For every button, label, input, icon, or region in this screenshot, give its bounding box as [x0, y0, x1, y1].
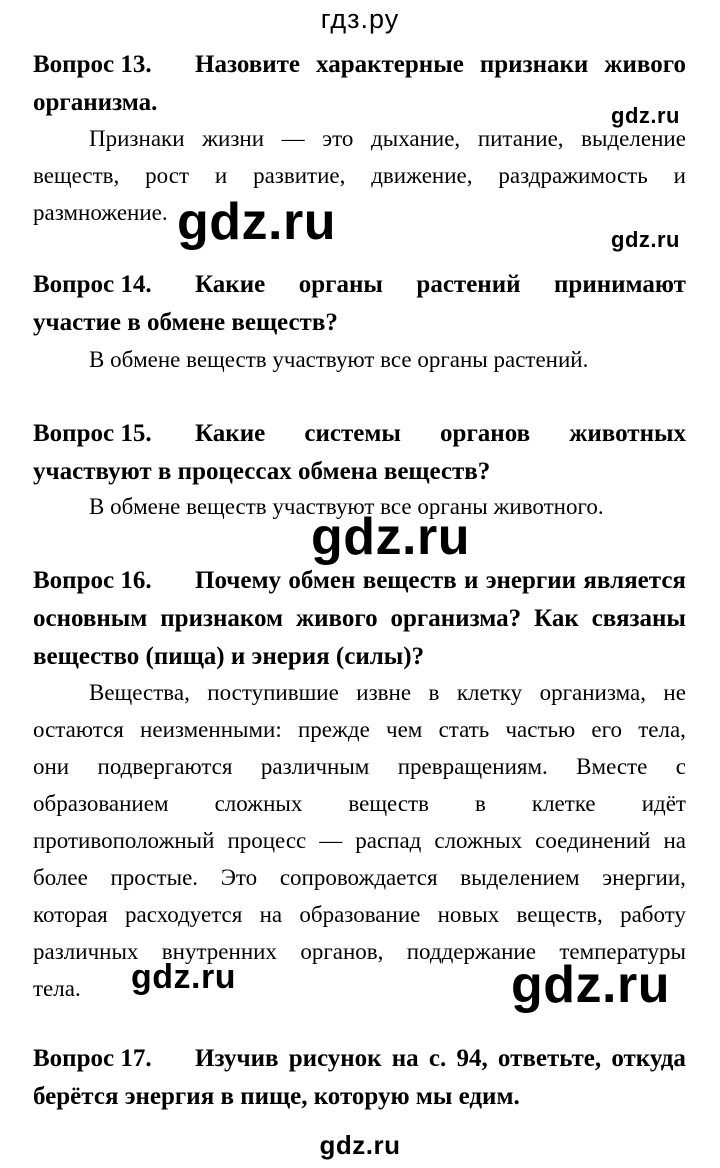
- answer-word: сопровождается: [279, 865, 438, 890]
- answer-line: [33, 822, 686, 859]
- question-word: органы: [298, 271, 383, 298]
- question-word: является: [583, 567, 686, 594]
- answer-word: Вещества,: [89, 680, 190, 705]
- answer-word: подвергаются: [97, 754, 233, 779]
- answer-word: движение,: [371, 163, 473, 188]
- question-word: Изучив: [195, 1045, 279, 1072]
- watermark-large: gdz.ru: [311, 508, 470, 566]
- question-15-line-1: [33, 415, 686, 453]
- question-word: Какие: [195, 420, 266, 447]
- question-14-line-2: [33, 304, 686, 342]
- question-word: принимают: [554, 271, 686, 298]
- question-word: ответьте,: [497, 1045, 602, 1072]
- question-word: энергии: [485, 567, 577, 594]
- answer-word: выделением: [460, 865, 580, 890]
- watermark-large: gdz.ru: [177, 193, 336, 251]
- answer-word: новых: [437, 902, 500, 927]
- question-13-text-end: организма.: [33, 89, 158, 116]
- question-16-line-2: [33, 600, 686, 638]
- question-14: [33, 266, 686, 342]
- question-word: признаком: [160, 605, 284, 632]
- question-word: обмен: [288, 567, 356, 594]
- question-text: [195, 1040, 686, 1078]
- question-13: [33, 46, 686, 122]
- question-word: 94,: [456, 1045, 488, 1072]
- answer-word: Вместе: [576, 754, 648, 779]
- question-word: веществ: [362, 567, 457, 594]
- answer-word: дыхание,: [371, 126, 461, 151]
- answer-line: [33, 674, 686, 711]
- answer-word: извне: [356, 680, 412, 705]
- answer-word: раздражимость: [498, 163, 648, 188]
- answer-line: [33, 748, 686, 785]
- question-word: животных: [569, 420, 686, 447]
- answer-word: размножение.: [33, 200, 168, 225]
- question-15-text-end: участвуют в процессах обмена веществ?: [33, 458, 491, 485]
- answer-word: это: [322, 126, 354, 151]
- question-label: Вопрос 17.: [33, 1045, 152, 1072]
- answer-line: [33, 194, 686, 231]
- answer-word: расходуется: [125, 902, 243, 927]
- answer-word: Это: [220, 865, 258, 890]
- answer-word: тела,: [638, 717, 686, 742]
- answer-word: тела.: [33, 976, 81, 1001]
- watermark-medium: gdz.ru: [131, 958, 236, 996]
- question-word: с.: [428, 1045, 447, 1072]
- question-word: живого: [295, 605, 378, 632]
- answer-word: и: [214, 163, 228, 188]
- answer-word: остаются: [33, 717, 124, 742]
- answer-word: рост: [145, 163, 190, 188]
- question-label: Вопрос 15.: [33, 420, 152, 447]
- answer-word: Признаки: [89, 126, 185, 151]
- question-word: Почему: [195, 567, 282, 594]
- question-word: основным: [33, 605, 148, 632]
- answer-word: поступившие: [207, 680, 339, 705]
- answer-word: которая: [33, 902, 108, 927]
- answer-line: [33, 157, 686, 194]
- question-16-line-1: [33, 562, 686, 600]
- question-15: [33, 415, 686, 491]
- answer-word: частью: [505, 717, 576, 742]
- answer-word: органов,: [300, 939, 384, 964]
- question-16: [33, 562, 686, 676]
- answer-word: —: [319, 828, 343, 853]
- question-word: характерные: [316, 51, 464, 78]
- question-word: рисунок: [288, 1045, 382, 1072]
- answer-word: внутренних: [161, 939, 277, 964]
- answer-word: стать: [438, 717, 490, 742]
- answer-14: [33, 341, 686, 378]
- question-word: Как: [534, 605, 579, 632]
- question-word: откуда: [611, 1045, 686, 1072]
- answer-word: с: [675, 754, 686, 779]
- question-17-line-2: [33, 1078, 686, 1116]
- answer-word: работу: [620, 902, 686, 927]
- answer-word: веществ,: [33, 163, 120, 188]
- question-17: [33, 1040, 686, 1116]
- question-16-text-end: вещество (пища) и энерия (силы)?: [33, 643, 425, 670]
- answer-word: прежде: [297, 717, 370, 742]
- answer-word: В обмене веществ участвуют все органы растений.: [89, 347, 589, 372]
- answer-word: они: [33, 754, 70, 779]
- question-word: связаны: [591, 605, 686, 632]
- question-word: растений: [416, 271, 521, 298]
- answer-word: веществ,: [516, 902, 603, 927]
- answer-word: развитие,: [253, 163, 346, 188]
- page-header: гдз.ру: [320, 4, 400, 34]
- answer-word: веществ: [348, 791, 429, 816]
- question-text: [195, 46, 686, 84]
- question-16-line-3: [33, 638, 686, 676]
- answer-line: [33, 341, 686, 378]
- question-word: и: [463, 567, 479, 594]
- question-15-line-2: [33, 453, 686, 491]
- answer-word: в: [474, 791, 486, 816]
- answer-word: В обмене веществ участвуют все органы животного.: [89, 494, 604, 519]
- answer-word: различным: [260, 754, 370, 779]
- answer-word: процесс: [227, 828, 307, 853]
- answer-word: в: [428, 680, 440, 705]
- question-text: [195, 562, 686, 600]
- watermark-large: gdz.ru: [511, 956, 670, 1014]
- answer-word: сложных: [214, 791, 303, 816]
- question-word: системы: [304, 420, 401, 447]
- answer-word: поддержание: [406, 939, 536, 964]
- answer-word: неизменными:: [140, 717, 282, 742]
- answer-word: более: [33, 865, 88, 890]
- answer-word: и: [673, 163, 686, 188]
- answer-word: жизни: [202, 126, 265, 151]
- question-word: на: [391, 1045, 419, 1072]
- answer-word: превращениям.: [397, 754, 548, 779]
- answer-word: сложных: [434, 828, 523, 853]
- answer-13: [33, 120, 686, 231]
- question-text: [195, 415, 686, 453]
- answer-word: идёт: [641, 791, 686, 816]
- answer-word: чем: [386, 717, 423, 742]
- question-word: признаки: [479, 51, 589, 78]
- question-word: органов: [440, 420, 531, 447]
- answer-word: питание,: [477, 126, 564, 151]
- answer-word: —: [281, 126, 305, 151]
- question-label: Вопрос 16.: [33, 567, 152, 594]
- question-14-line-1: [33, 266, 686, 304]
- answer-word: соединений: [535, 828, 651, 853]
- answer-line: [33, 859, 686, 896]
- answer-word: его: [591, 717, 622, 742]
- answer-word: не: [663, 680, 686, 705]
- answer-word: на: [259, 902, 283, 927]
- answer-word: противоположный: [33, 828, 215, 853]
- answer-word: различных: [33, 939, 139, 964]
- question-17-text-end: берётся энергия в пище, которую мы едим.: [33, 1083, 520, 1110]
- question-label: Вопрос 14.: [33, 271, 152, 298]
- question-label: Вопрос 13.: [33, 51, 152, 78]
- answer-word: организма,: [539, 680, 646, 705]
- question-text: [195, 266, 686, 304]
- answer-word: клетку: [456, 680, 523, 705]
- question-word: Какие: [195, 271, 266, 298]
- answer-word: температуры: [559, 939, 686, 964]
- answer-line: [33, 785, 686, 822]
- question-14-text-end: участие в обмене веществ?: [33, 309, 338, 336]
- answer-word: образованием: [33, 791, 169, 816]
- watermark-small: gdz.ru: [611, 103, 680, 128]
- question-word: организма?: [390, 605, 522, 632]
- answer-word: выделение: [581, 126, 686, 151]
- question-13-line-1: [33, 46, 686, 84]
- answer-word: энергии,: [602, 865, 686, 890]
- answer-line: [33, 711, 686, 748]
- watermark-footer: gdz.ru: [319, 1130, 401, 1160]
- answer-word: простые.: [110, 865, 199, 890]
- answer-line: [33, 896, 686, 933]
- question-word: Назовите: [195, 51, 301, 78]
- answer-line: [33, 120, 686, 157]
- question-word: живого: [604, 51, 686, 78]
- question-17-line-1: [33, 1040, 686, 1078]
- question-13-line-2: [33, 84, 686, 122]
- watermark-small: gdz.ru: [611, 227, 680, 252]
- answer-word: образование: [299, 902, 421, 927]
- answer-word: распад: [355, 828, 422, 853]
- answer-word: на: [663, 828, 686, 853]
- answer-word: клетке: [531, 791, 596, 816]
